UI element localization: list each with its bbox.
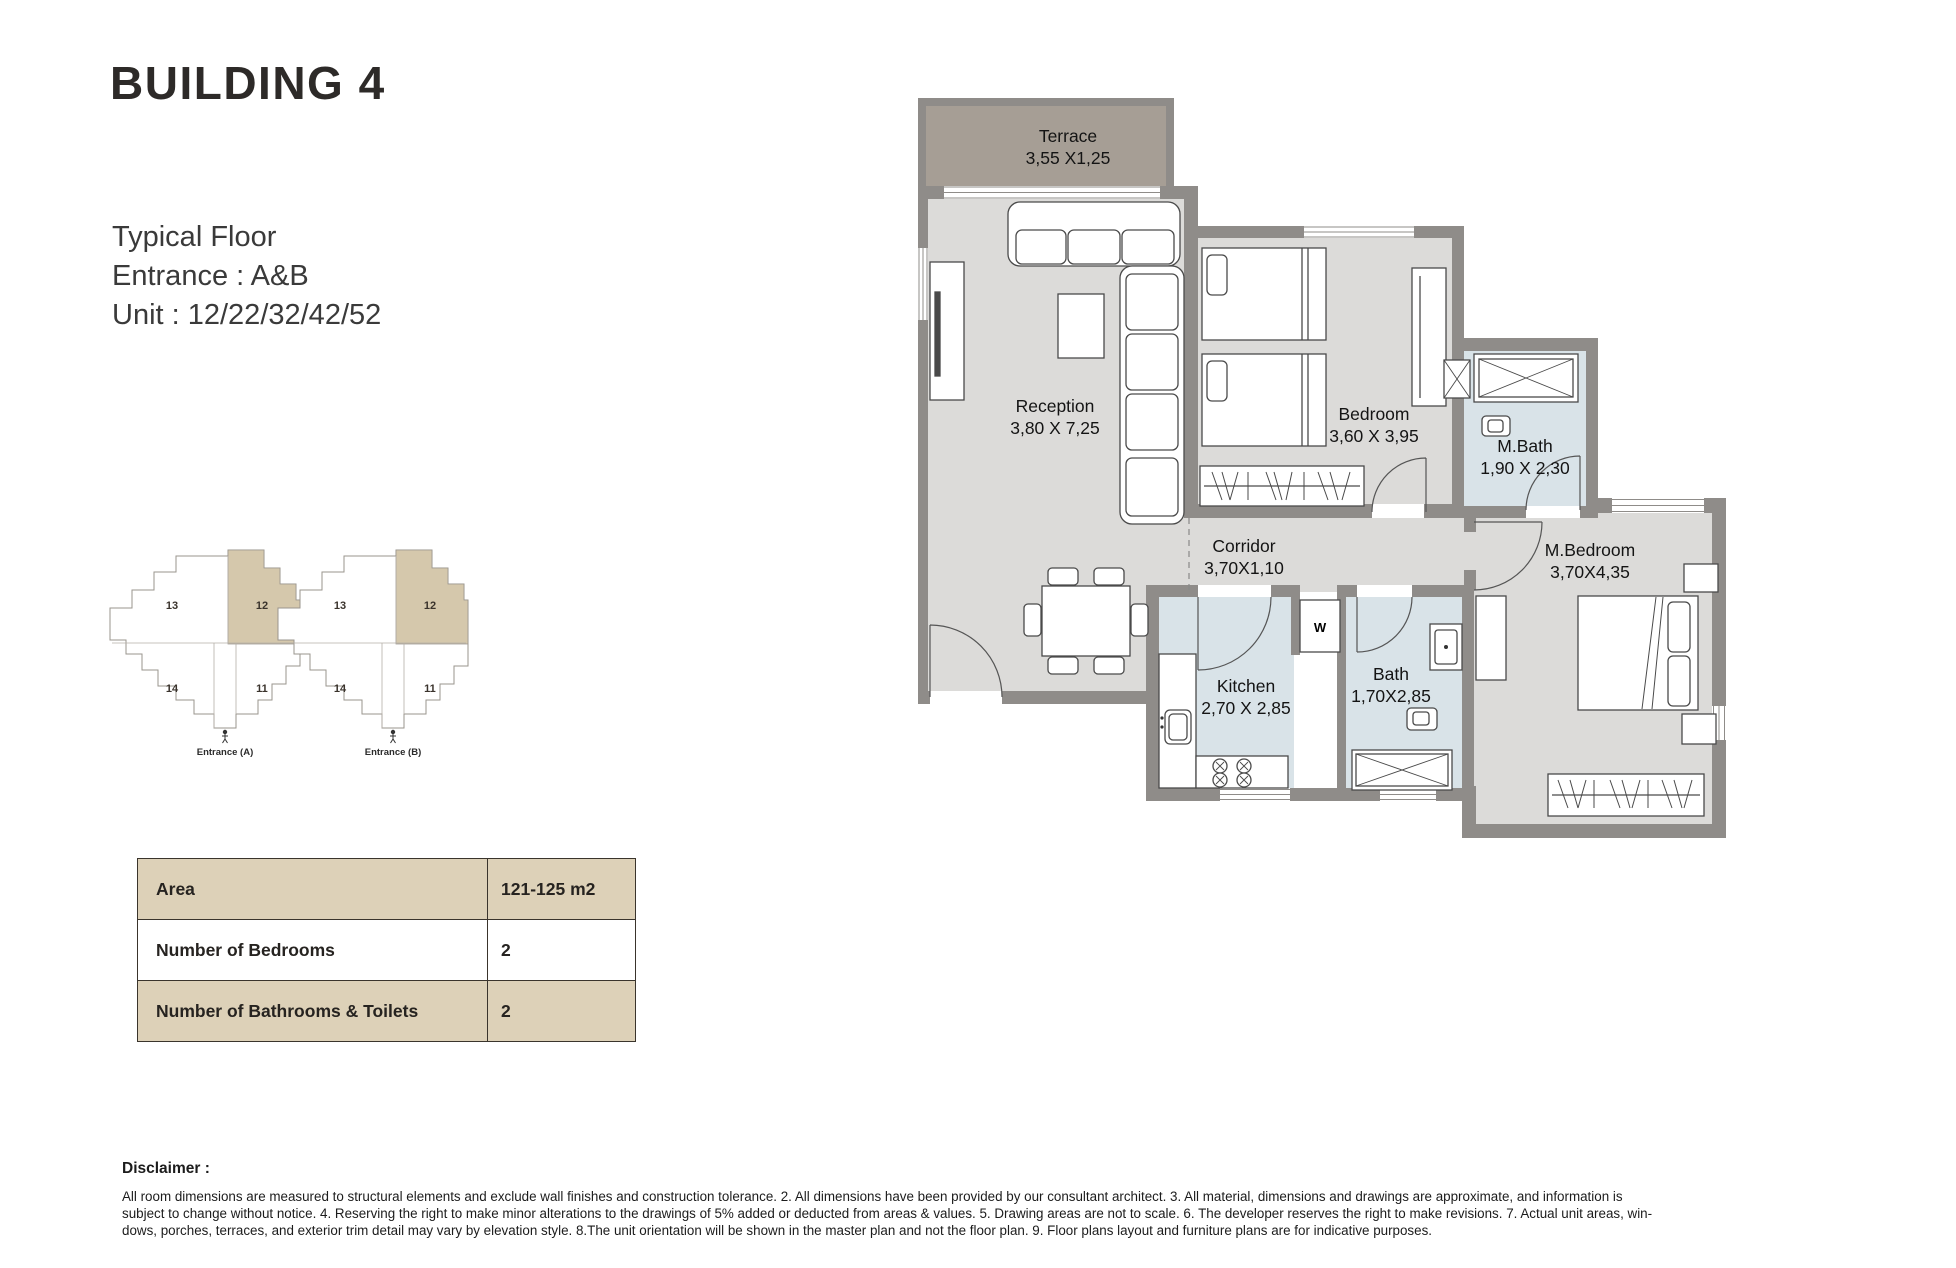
bedroom-dresser bbox=[1412, 268, 1446, 406]
room-dims-mbedroom: 3,70X4,35 bbox=[1550, 562, 1630, 582]
room-label-bedroom: Bedroom bbox=[1338, 404, 1410, 424]
highlighted-unit-12 bbox=[396, 550, 468, 644]
room-label-corridor: Corridor bbox=[1212, 536, 1276, 556]
tv-unit bbox=[930, 262, 964, 400]
row-label-bathrooms: Number of Bathrooms & Toilets bbox=[138, 981, 488, 1042]
room-label-mbedroom: M.Bedroom bbox=[1544, 540, 1636, 560]
mbedroom-dresser bbox=[1476, 596, 1506, 680]
kitchen-sink bbox=[1160, 710, 1191, 744]
room-dims-corridor: 3,70X1,10 bbox=[1204, 558, 1284, 578]
bath-toilet bbox=[1407, 708, 1437, 730]
service-void bbox=[1294, 654, 1338, 788]
entrance-b-label: Entrance (B) bbox=[364, 747, 422, 758]
bath-sink bbox=[1430, 624, 1462, 670]
row-value-bathrooms: 2 bbox=[488, 981, 636, 1042]
room-dims-terrace: 3,55 X1,25 bbox=[1025, 148, 1111, 168]
row-label-bedrooms: Number of Bedrooms bbox=[138, 920, 488, 981]
shaft bbox=[1444, 360, 1470, 398]
row-label-area: Area bbox=[138, 859, 488, 920]
key-plan-building-b bbox=[278, 550, 468, 758]
mbath-bathtub bbox=[1474, 354, 1578, 402]
unit-11-label: 11 bbox=[424, 683, 436, 695]
washer-label: W bbox=[1313, 620, 1327, 635]
mbedroom-wardrobe bbox=[1548, 774, 1704, 816]
unit-13-label: 13 bbox=[333, 600, 347, 612]
unit-14-label: 14 bbox=[165, 683, 179, 695]
unit-12-label: 12 bbox=[423, 600, 437, 612]
entrance-a-label: Entrance (A) bbox=[196, 747, 254, 758]
room-dims-reception: 3,80 X 7,25 bbox=[1010, 418, 1100, 438]
room-dims-kitchen: 2,70 X 2,85 bbox=[1201, 698, 1291, 718]
unit-11-label: 11 bbox=[256, 683, 268, 695]
subtitle-entrance: Entrance : A&B bbox=[112, 260, 309, 292]
room-dims-mbath: 1,90 X 2,30 bbox=[1480, 458, 1570, 478]
room-label-bath: Bath bbox=[1373, 664, 1409, 684]
table-row bbox=[138, 859, 636, 920]
bath-bathtub bbox=[1352, 750, 1452, 790]
unit-12-label: 12 bbox=[255, 600, 269, 612]
row-value-area: 121-125 m2 bbox=[488, 859, 636, 920]
disclaimer-heading: Disclaimer : bbox=[122, 1160, 210, 1177]
page-title: BUILDING 4 bbox=[110, 57, 386, 109]
floor-plan bbox=[918, 98, 1748, 853]
nightstand-top bbox=[1684, 564, 1718, 592]
person-icon bbox=[390, 730, 396, 743]
room-label-kitchen: Kitchen bbox=[1216, 676, 1276, 696]
disclaimer bbox=[122, 1160, 1652, 1239]
subtitle-unit: Unit : 12/22/32/42/52 bbox=[112, 299, 382, 331]
mbath-toilet bbox=[1482, 416, 1510, 436]
key-plan bbox=[100, 542, 480, 769]
terrace-floor bbox=[924, 104, 1168, 190]
disclaimer-line-3: dows, porches, terraces, and exterior trim detail may vary by elevation style. 8.The unit orientation will be shown in the master plan and not the floor plan. 9. Floor plans layout and furniture plans are for indicative purposes. bbox=[122, 1223, 1432, 1238]
disclaimer-line-1: All room dimensions are measured to structural elements and exclude wall finishes and construction tolerance. 2. All dimensions have been provided by our consultant architect. 3. All material, dimensions and drawings are approximate, and information is bbox=[122, 1189, 1623, 1204]
disclaimer-line-2: subject to change without notice. 4. Reserving the right to make minor alterations to the drawings of 5% added or deducted from areas & values. 5. Drawing areas are not to scale. 6. The developer reserves the right to make revisions. 7. Actual unit areas, win- bbox=[122, 1206, 1653, 1221]
bedroom-wardrobe bbox=[1200, 466, 1364, 506]
key-plan-building-a bbox=[110, 550, 300, 758]
room-dims-bath: 1,70X2,85 bbox=[1351, 686, 1431, 706]
plan-subtitle bbox=[112, 218, 381, 335]
mbedroom-bed bbox=[1578, 596, 1698, 710]
room-label-reception: Reception bbox=[1015, 396, 1095, 416]
table-row bbox=[138, 920, 636, 981]
room-label-terrace: Terrace bbox=[1038, 126, 1098, 146]
spec-table bbox=[137, 858, 636, 1042]
coffee-table bbox=[1058, 294, 1104, 358]
unit-14-label: 14 bbox=[333, 683, 347, 695]
room-label-mbath: M.Bath bbox=[1497, 436, 1553, 456]
row-value-bedrooms: 2 bbox=[488, 920, 636, 981]
room-dims-bedroom: 3,60 X 3,95 bbox=[1329, 426, 1419, 446]
nightstand-bottom bbox=[1682, 714, 1716, 744]
unit-13-label: 13 bbox=[165, 600, 179, 612]
table-row bbox=[138, 981, 636, 1042]
subtitle-floor: Typical Floor bbox=[112, 221, 277, 253]
person-icon bbox=[222, 730, 228, 743]
